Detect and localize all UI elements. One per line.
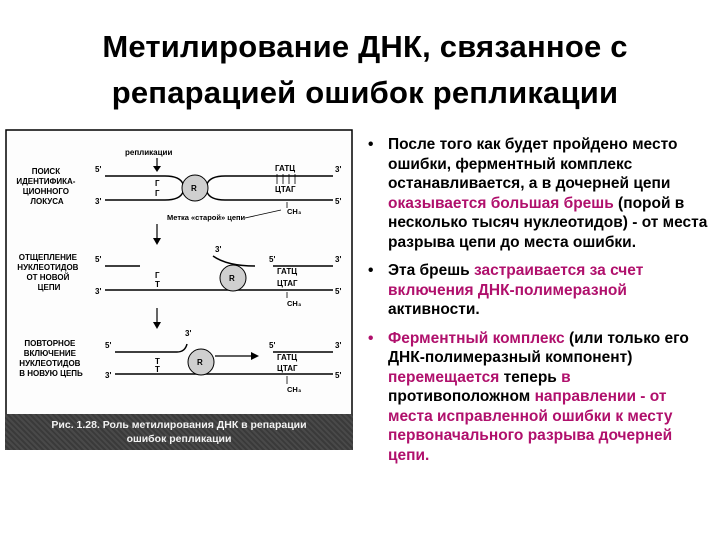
stage3-label: ПОВТОРНОЕ ВКЛЮЧЕНИЕ НУКЛЕОТИДОВ В НОВУЮ ЦЕПЬ [19,339,83,378]
bullet-item [366,329,712,466]
svg-text:Т: Т [155,357,160,366]
svg-text:R: R [197,358,203,367]
bullet-text: После того как будет пройдено место ошибки, ферментный комплекс останавливается, а в дочерней цепи [388,136,678,192]
svg-text:СН₃: СН₃ [287,299,302,308]
svg-text:5': 5' [335,371,342,380]
bullet-marker: • [368,329,374,347]
slide-title: Метилирование ДНК, связанное с репарацией ошибок репликации [102,29,628,110]
svg-text:3': 3' [185,329,192,338]
svg-text:Г: Г [155,189,160,198]
highlighted-text: перемещается [388,368,500,386]
highlighted-text: застраивается за счет включения ДНК-полимеразной [388,262,644,299]
bullet-marker: • [368,262,374,279]
svg-text:Т: Т [155,280,160,289]
svg-text:R: R [191,184,197,193]
bullet-text: Эта брешь [388,262,474,279]
svg-text:3': 3' [105,371,112,380]
svg-text:Метка «старой» цепи: Метка «старой» цепи [167,213,246,222]
highlighted-text: в [561,368,571,386]
caption-line-1: Рис. 1.28. Роль метилирования ДНК в репарации [51,419,307,431]
svg-text:Г: Г [155,179,160,188]
svg-text:3': 3' [215,245,222,254]
svg-text:5': 5' [95,165,102,174]
bullet-list [366,135,712,474]
svg-text:ЦТАГ: ЦТАГ [275,185,296,194]
svg-text:3': 3' [95,287,102,296]
methylation-repair-figure [5,128,353,450]
highlighted-text: направлении - от места исправленной ошибки к месту первоначального разрыва дочерней цепи. [388,388,673,464]
bullet-text: (порой в несколько тысяч нуклеотидов) - от места разрыва цепи до места ошибки. [388,194,708,251]
svg-text:5': 5' [105,341,112,350]
svg-text:3': 3' [95,197,102,206]
figure-caption [5,414,353,450]
svg-text:3': 3' [335,341,342,350]
svg-text:R: R [229,274,235,283]
svg-text:5': 5' [335,197,342,206]
bullet-item [366,135,712,252]
svg-text:СН₃: СН₃ [287,207,302,216]
svg-text:СН₃: СН₃ [287,385,302,394]
svg-text:ГАТЦ: ГАТЦ [277,267,298,276]
figure-drawing [5,128,353,418]
svg-text:5': 5' [335,287,342,296]
bullet-text: теперь [499,368,562,386]
svg-text:ЦТАГ: ЦТАГ [277,364,298,373]
svg-text:ГАТЦ: ГАТЦ [275,164,296,173]
highlighted-text: оказывается большая брешь [388,194,614,212]
svg-text:3': 3' [335,165,342,174]
svg-text:5': 5' [95,255,102,264]
bullet-text: активности. [388,301,480,318]
svg-text:ЦТАГ: ЦТАГ [277,279,298,288]
stage1-label: ПОИСК ИДЕНТИФИКА- ЦИОННОГО ЛОКУСА [16,167,76,206]
stage2-label: ОТЩЕПЛЕНИЕ НУКЛЕОТИДОВ ОТ НОВОЙ ЦЕПИ [17,253,79,292]
caption-line-2: ошибок репликации [126,433,232,445]
top-label: репликации [125,148,173,157]
svg-text:Г: Г [155,271,160,280]
svg-text:5': 5' [269,341,276,350]
svg-text:5': 5' [269,255,276,264]
svg-text:3': 3' [335,255,342,264]
bullet-text: противоположном [388,388,535,405]
bullet-text: (или только его ДНК-полимеразный компонент) [388,329,689,366]
highlighted-text: Ферментный комплекс [388,329,565,347]
svg-text:ГАТЦ: ГАТЦ [277,353,298,362]
bullet-marker: • [368,136,374,153]
bullet-item [366,261,712,320]
svg-text:Т: Т [155,365,160,374]
